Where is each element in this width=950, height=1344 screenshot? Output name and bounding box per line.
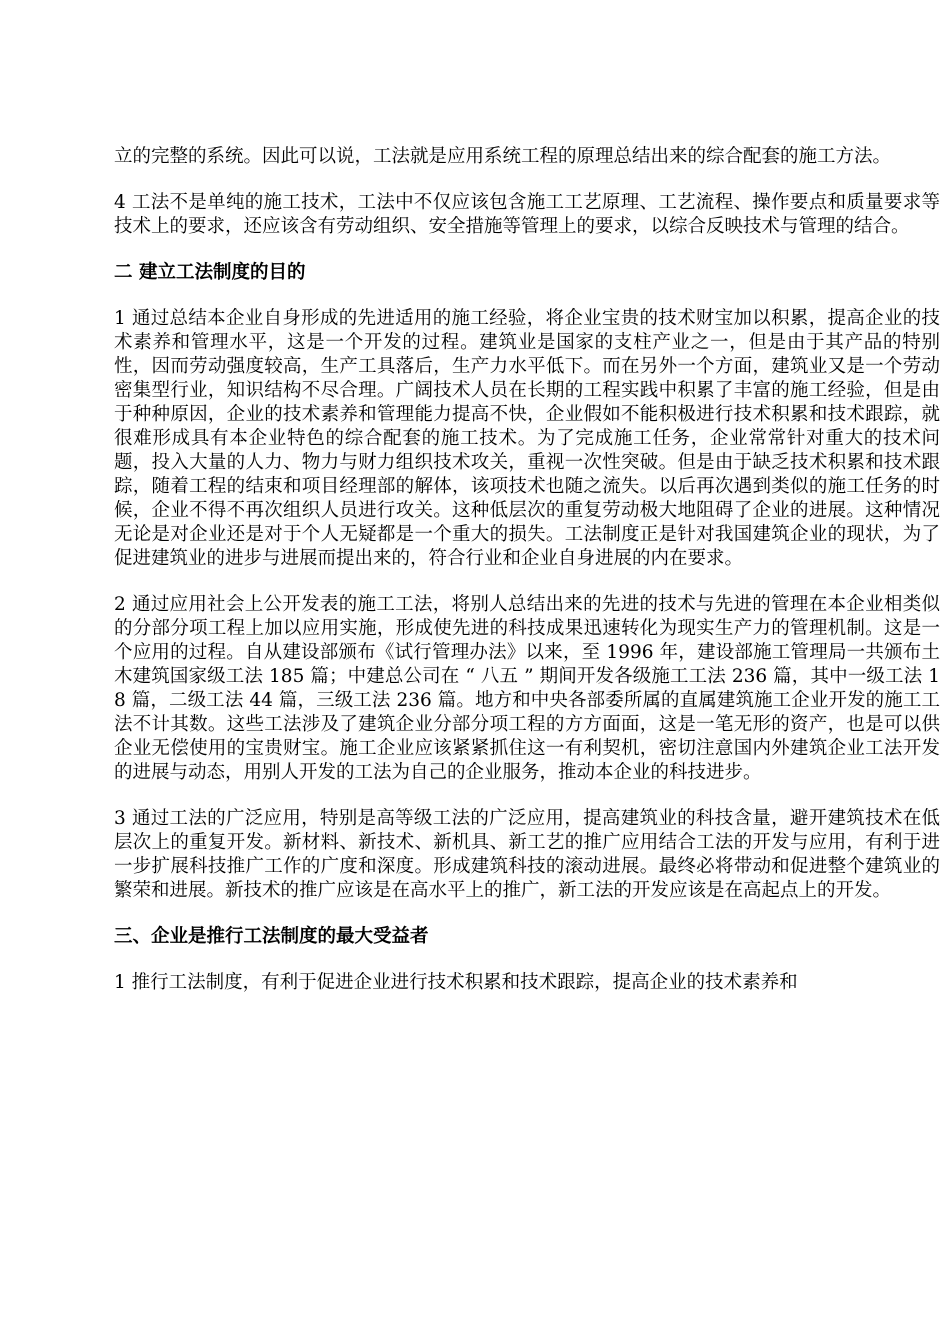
section-heading-2: 二 建立工法制度的目的 — [114, 262, 306, 283]
section-heading-3: 三、企业是推行工法制度的最大受益者 — [114, 926, 429, 947]
paragraph-system-summary: 立的完整的系统。因此可以说，工法就是应用系统工程的原理总结出来的综合配套的施工方法。 — [114, 146, 892, 167]
paragraph-purpose-2: 2 通过应用社会上公开发表的施工工法，将别人总结出来的先进的技术与先进的管理在本企业相类似的分部分项工程上加以应用实施，形成使先进的科技成果迅速转化为现实生产力的管理机制。这是一个应用的过程。自从建设部颁布《试行管理办法》以来，至 1996 年，建设部施工管理局一共颁布土木建筑国家级工法 185 篇；中建总公司在 “ 八五 ” 期间开发各级施工工法 236 篇，其中一级工法 18 篇，二级工法 44 篇，三级工法 236 篇。地方和中央各部委所属的直属建筑施工企业开发的施工工法不计其数。这些工法涉及了建筑企业分部分项工程的方方面面，这是一笔无形的资产，也是可以供企业无偿使用的宝贵财宝。施工企业应该紧紧抓住这一有利契机，密切注意国内外建筑企业工法开发的进展与动态，用别人开发的工法为自己的企业服务，推动本企业的科技进步。 — [114, 594, 940, 783]
paragraph-point-4: 4 工法不是单纯的施工技术，工法中不仅应该包含施工工艺原理、工艺流程、操作要点和质量要求等技术上的要求，还应该含有劳动组织、安全措施等管理上的要求，以综合反映技术与管理的结合。 — [114, 192, 940, 237]
paragraph-purpose-1: 1 通过总结本企业自身形成的先进适用的施工经验，将企业宝贵的技术财宝加以积累，提高企业的技术素养和管理水平，这是一个开发的过程。建筑业是国家的支柱产业之一，但是由于其产品的特别性，因而劳动强度较高，生产工具落后，生产力水平低下。而在另外一个方面，建筑业又是一个劳动密集型行业，知识结构不尽合理。广阔技术人员在长期的工程实践中积累了丰富的施工经验，但是由于种种原因，企业的技术素养和管理能力提高不快，企业假如不能积极进行技术积累和技术跟踪，就很难形成具有本企业特色的综合配套的施工技术。为了完成施工任务，企业常常针对重大的技术问题，投入大量的人力、物力与财力组织技术攻关，重视一次性突破。但是由于缺乏技术积累和技术跟踪，随着工程的结束和项目经理部的解体，该项技术也随之流失。以后再次遇到类似的施工任务的时候，企业不得不再次组织人员进行攻关。这种低层次的重复劳动极大地阻碍了企业的进展。这种情况无论是对企业还是对于个人无疑都是一个重大的损失。工法制度正是针对我国建筑企业的现状，为了促进建筑业的进步与进展而提出来的，符合行业和企业自身进展的内在要求。 — [114, 308, 940, 569]
paragraph-purpose-3: 3 通过工法的广泛应用，特别是高等级工法的广泛应用，提高建筑业的科技含量，避开建筑技术在低层次上的重复开发。新材料、新技术、新机具、新工艺的推广应用结合工法的开发与应用，有利于进一步扩展科技推广工作的广度和深度。形成建筑科技的滚动进展。最终必将带动和促进整个建筑业的繁荣和进展。新技术的推广应该是在高水平上的推广，新工法的开发应该是在高起点上的开发。 — [114, 808, 940, 901]
document-page — [114, 145, 940, 1017]
paragraph-benefit-1: 1 推行工法制度，有利于促进企业进行技术积累和技术跟踪，提高企业的技术素养和 — [114, 972, 798, 993]
